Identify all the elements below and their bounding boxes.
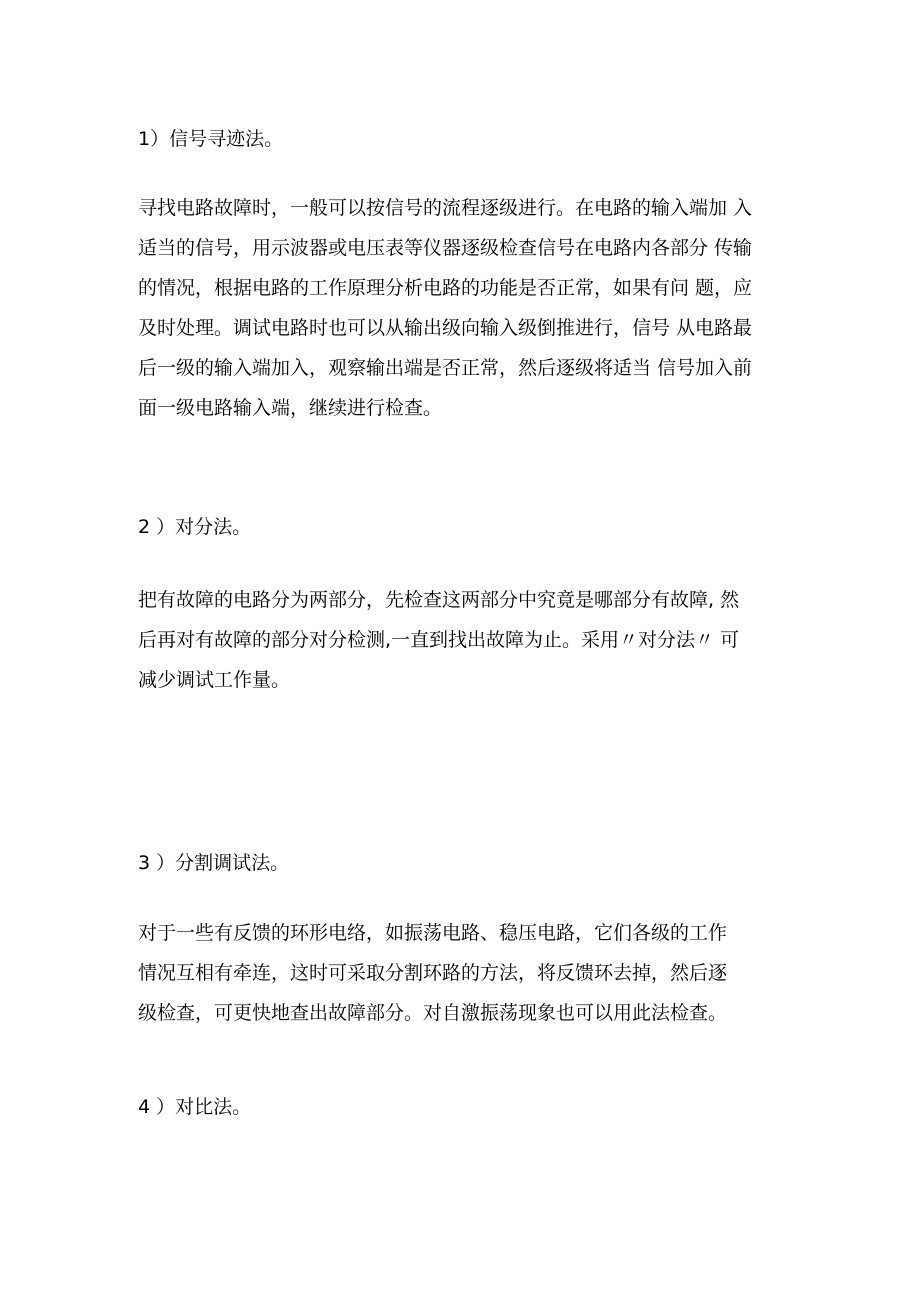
paragraph-line: 后再对有故障的部分对分检测,一直到找出故障为止。采用〃对分法〃 可 <box>138 629 740 651</box>
paragraph-line: 适当的信号，用示波器或电压表等仪器逐级检查信号在电路内各部分 传输 <box>138 237 753 259</box>
section-1-heading: 1）信号寻迹法。 <box>138 128 284 150</box>
section-3-paragraph <box>138 913 788 1033</box>
paragraph-line: 及时处理。调试电路时也可以从输出级向输入级倒推进行，信号 从电路最 <box>138 317 753 339</box>
paragraph-line: 面一级电路输入端，继续进行检查。 <box>138 397 443 419</box>
section-1-paragraph <box>138 188 788 428</box>
section-2-paragraph <box>138 580 788 700</box>
section-4-heading: 4 ）对比法。 <box>138 1096 252 1118</box>
paragraph-line: 情况互相有牵连，这时可采取分割环路的方法，将反馈环去掉，然后逐 <box>138 962 728 984</box>
paragraph-line: 把有故障的电路分为两部分，先检查这两部分中究竟是哪部分有故障, 然 <box>138 589 740 611</box>
section-2-heading: 2 ）对分法。 <box>138 516 252 538</box>
paragraph-line: 级检查，可更快地查出故障部分。对自激振荡现象也可以用此法检查。 <box>138 1002 728 1024</box>
section-3-heading: 3 ）分割调试法。 <box>138 852 290 874</box>
paragraph-line: 减少调试工作量。 <box>138 669 291 691</box>
paragraph-line: 的情况，根据电路的工作原理分析电路的功能是否正常，如果有问 题，应 <box>138 277 753 299</box>
paragraph-line: 对于一些有反馈的环形电络，如振荡电路、稳压电路，它们各级的工作 <box>138 922 728 944</box>
paragraph-line: 寻找电路故障时，一般可以按信号的流程逐级进行。在电路的输入端加 入 <box>138 197 753 219</box>
paragraph-line: 后一级的输入端加入，观察输出端是否正常，然后逐级将适当 信号加入前 <box>138 357 753 379</box>
